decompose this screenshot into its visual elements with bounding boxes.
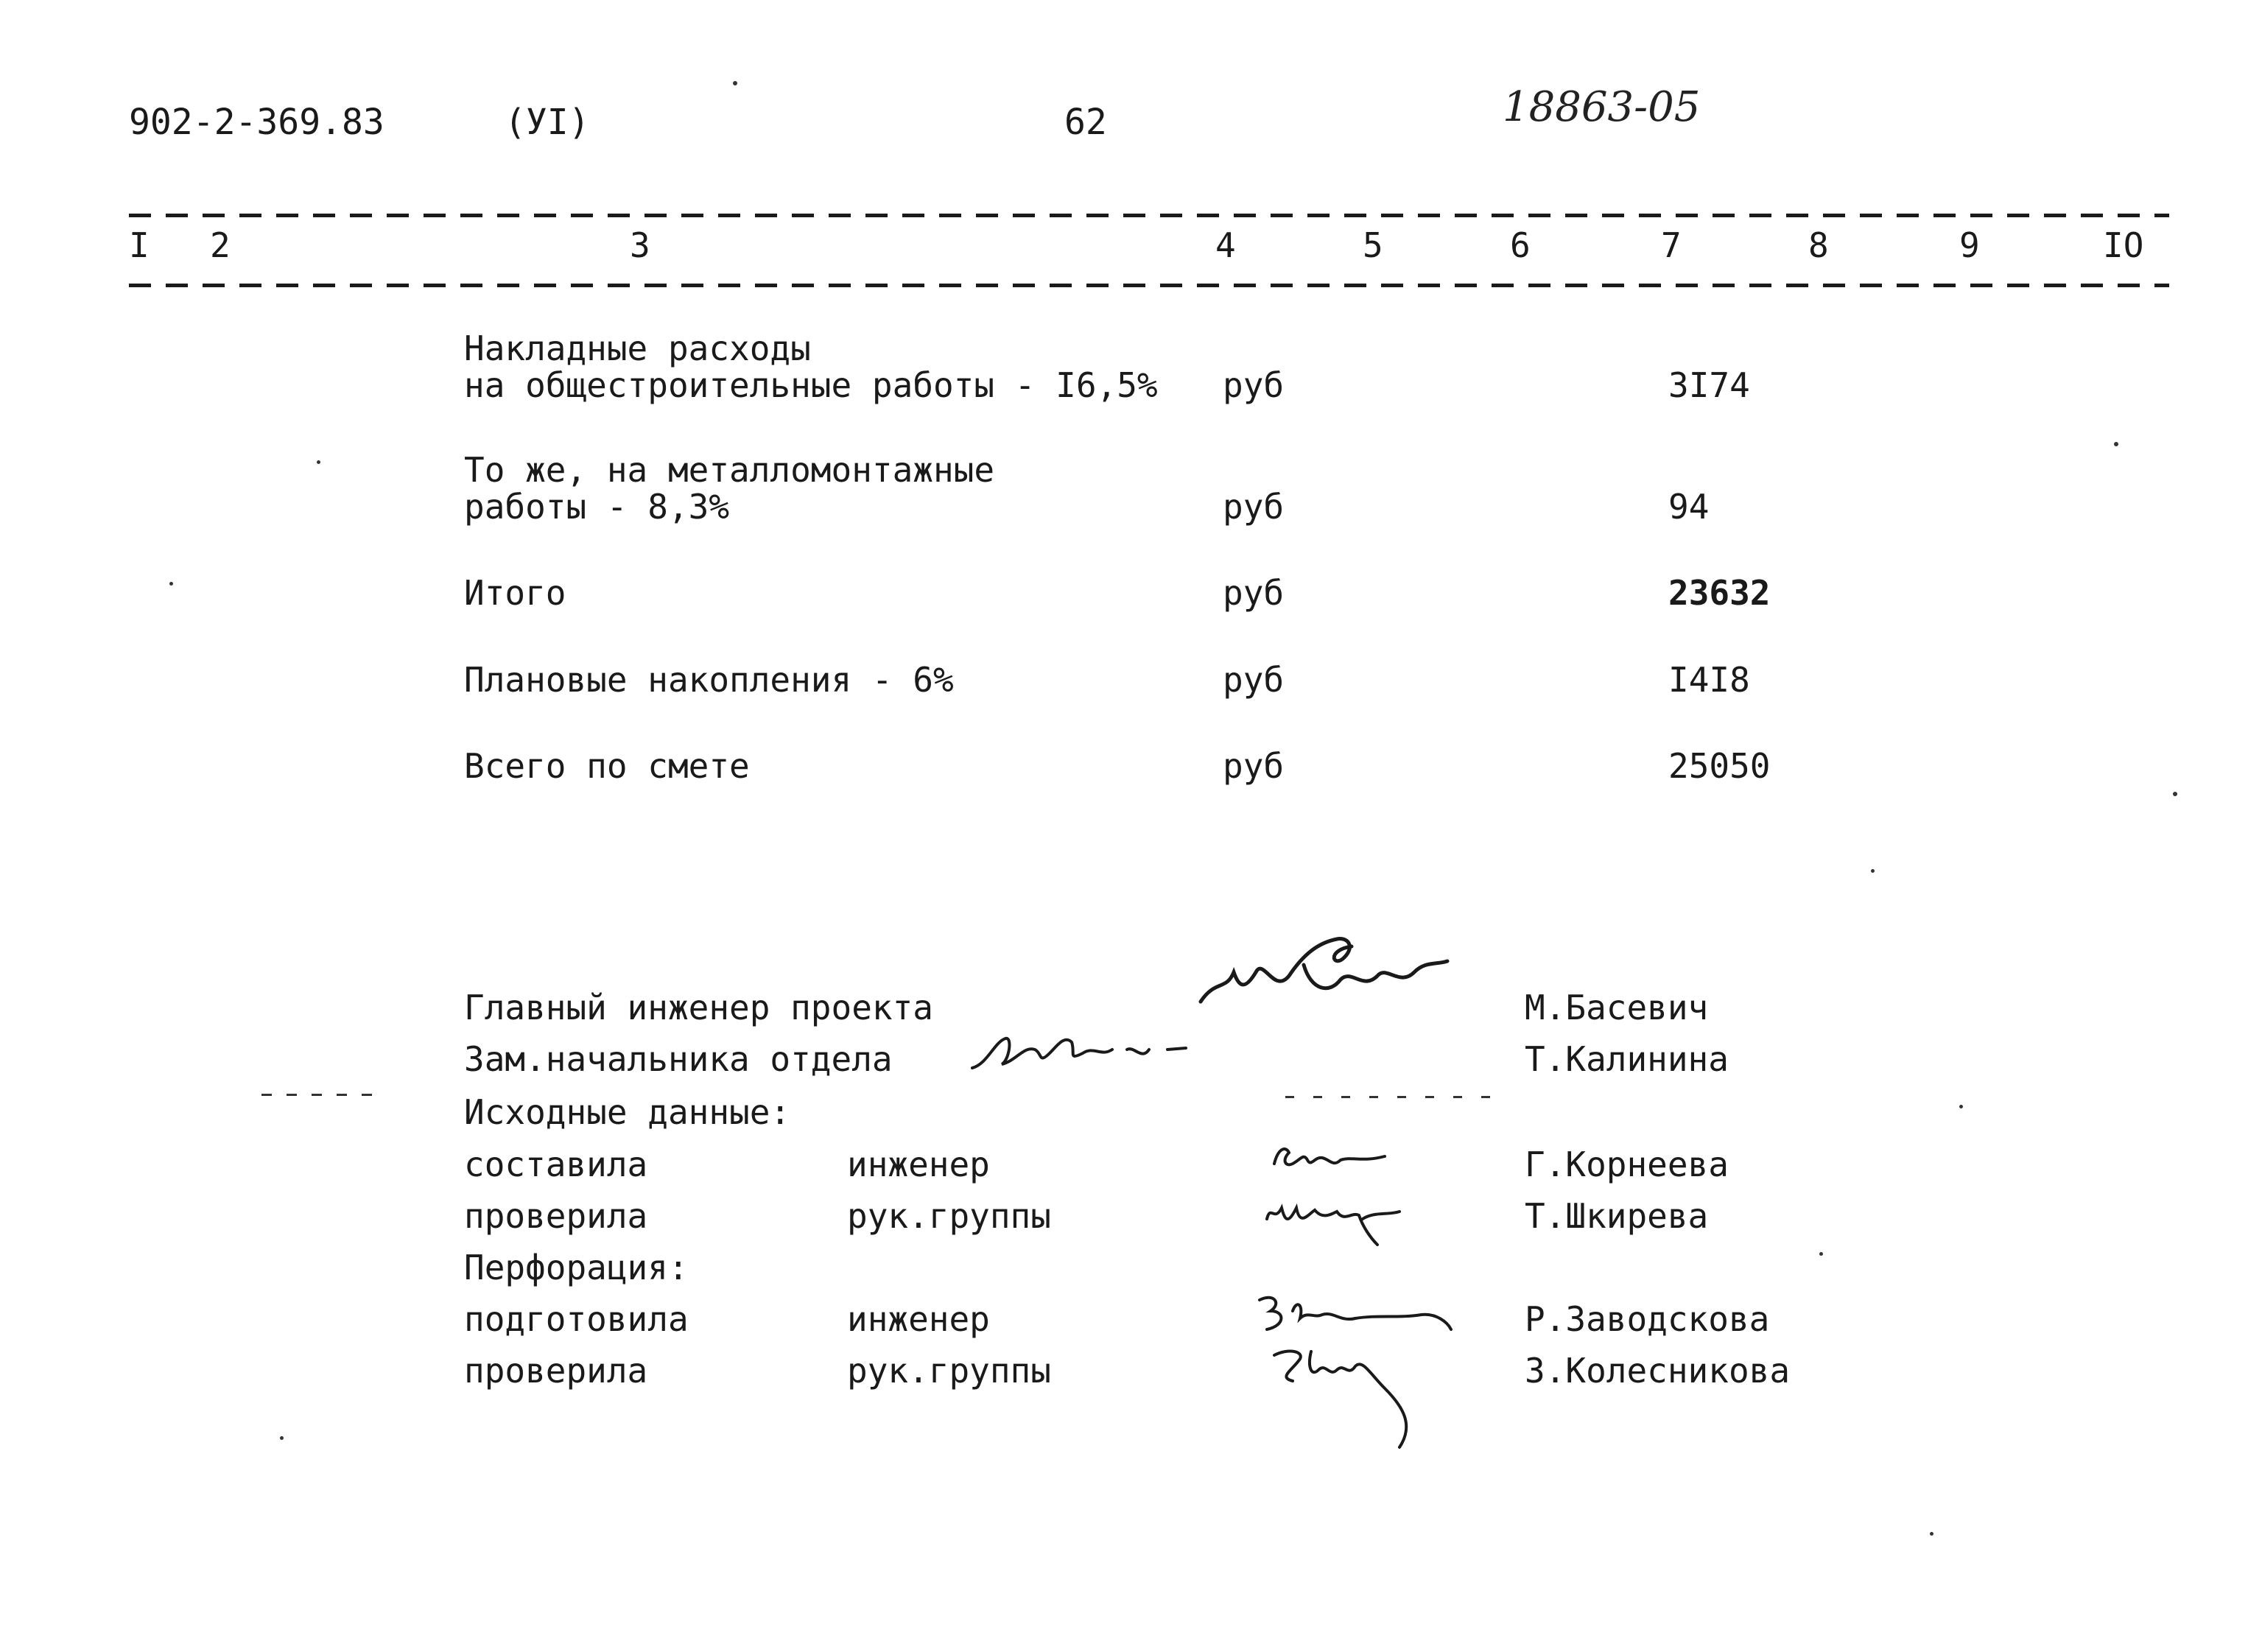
row-label: Всего по смете	[464, 746, 750, 786]
checked-action: проверила	[464, 1196, 648, 1236]
scan-speck	[733, 81, 737, 85]
scan-speck	[1930, 1532, 1933, 1536]
deputy-head-role: Зам.начальника отдела	[464, 1039, 893, 1079]
perforation-heading: Перфорация:	[464, 1248, 689, 1287]
compiled-position: инженер	[847, 1145, 990, 1184]
compiled-action: составила	[464, 1145, 648, 1184]
column-header-8: 8	[1808, 225, 1829, 265]
checked-name: Т.Шкирева	[1525, 1196, 1709, 1236]
prepared-signature	[1252, 1285, 1458, 1344]
row-label-line-2: работы - 8,3%	[464, 487, 730, 527]
column-header-2: 2	[210, 225, 231, 265]
checked-final-signature	[1267, 1337, 1436, 1455]
document-code: 902-2-369.83	[129, 102, 384, 143]
deputy-head-name: Т.Калинина	[1525, 1039, 1729, 1079]
scan-dash-mark	[1285, 1096, 1495, 1098]
chief-engineer-name: М.Басевич	[1525, 988, 1709, 1027]
compiled-name: Г.Корнеева	[1525, 1145, 1729, 1184]
scan-speck	[169, 582, 173, 586]
prepared-action: подготовила	[464, 1299, 689, 1339]
row-unit: руб	[1223, 746, 1285, 786]
checked-final-position: рук.группы	[847, 1351, 1051, 1391]
row-label-line-1: Накладные расходы	[464, 328, 811, 368]
chief-engineer-signature	[1193, 921, 1458, 1024]
row-value: 94	[1668, 487, 1710, 527]
scan-dash-mark	[261, 1094, 387, 1096]
table-top-rule	[129, 214, 2169, 217]
row-value: I4I8	[1668, 660, 1750, 700]
scan-speck	[1959, 1105, 1963, 1108]
scan-speck	[1871, 869, 1875, 873]
scan-speck	[280, 1436, 284, 1440]
column-header-6: 6	[1510, 225, 1531, 265]
row-value: 3I74	[1668, 365, 1750, 405]
prepared-name: Р.Заводскова	[1525, 1299, 1770, 1339]
table-header-rule	[129, 284, 2169, 287]
row-label: Итого	[464, 573, 566, 613]
chief-engineer-role: Главный инженер проекта	[464, 988, 933, 1027]
prepared-position: инженер	[847, 1299, 990, 1339]
scan-speck	[317, 460, 320, 464]
column-header-3: 3	[630, 225, 650, 265]
row-value: 23632	[1668, 573, 1771, 613]
column-header-10: IO	[2103, 225, 2144, 265]
column-header-4: 4	[1215, 225, 1236, 265]
column-header-5: 5	[1363, 225, 1383, 265]
volume-label: (УI)	[505, 102, 590, 143]
checked-position: рук.группы	[847, 1196, 1051, 1236]
column-header-7: 7	[1661, 225, 1682, 265]
column-header-1: I	[129, 225, 150, 265]
checked-final-name: З.Колесникова	[1525, 1351, 1791, 1391]
column-header-9: 9	[1959, 225, 1980, 265]
scan-speck	[2114, 442, 2118, 446]
row-label-line-1: То же, на металломонтажные	[464, 450, 995, 490]
scan-speck	[2173, 792, 2177, 796]
row-unit: руб	[1223, 573, 1285, 613]
checked-signature	[1260, 1182, 1407, 1248]
row-unit: руб	[1223, 487, 1285, 527]
deputy-head-signature	[965, 1020, 1201, 1079]
row-value: 25050	[1668, 746, 1771, 786]
row-unit: руб	[1223, 660, 1285, 700]
scan-speck	[1819, 1252, 1823, 1256]
compiled-signature	[1267, 1134, 1392, 1178]
source-data-heading: Исходные данные:	[464, 1092, 791, 1132]
row-label-line-2: на общестроительные работы - I6,5%	[464, 365, 1158, 405]
page-number: 62	[1064, 102, 1107, 143]
handwritten-number: 18863-05	[1503, 83, 1701, 131]
row-label: Плановые накопления - 6%	[464, 660, 954, 700]
checked-final-action: проверила	[464, 1351, 648, 1391]
row-unit: руб	[1223, 365, 1285, 405]
